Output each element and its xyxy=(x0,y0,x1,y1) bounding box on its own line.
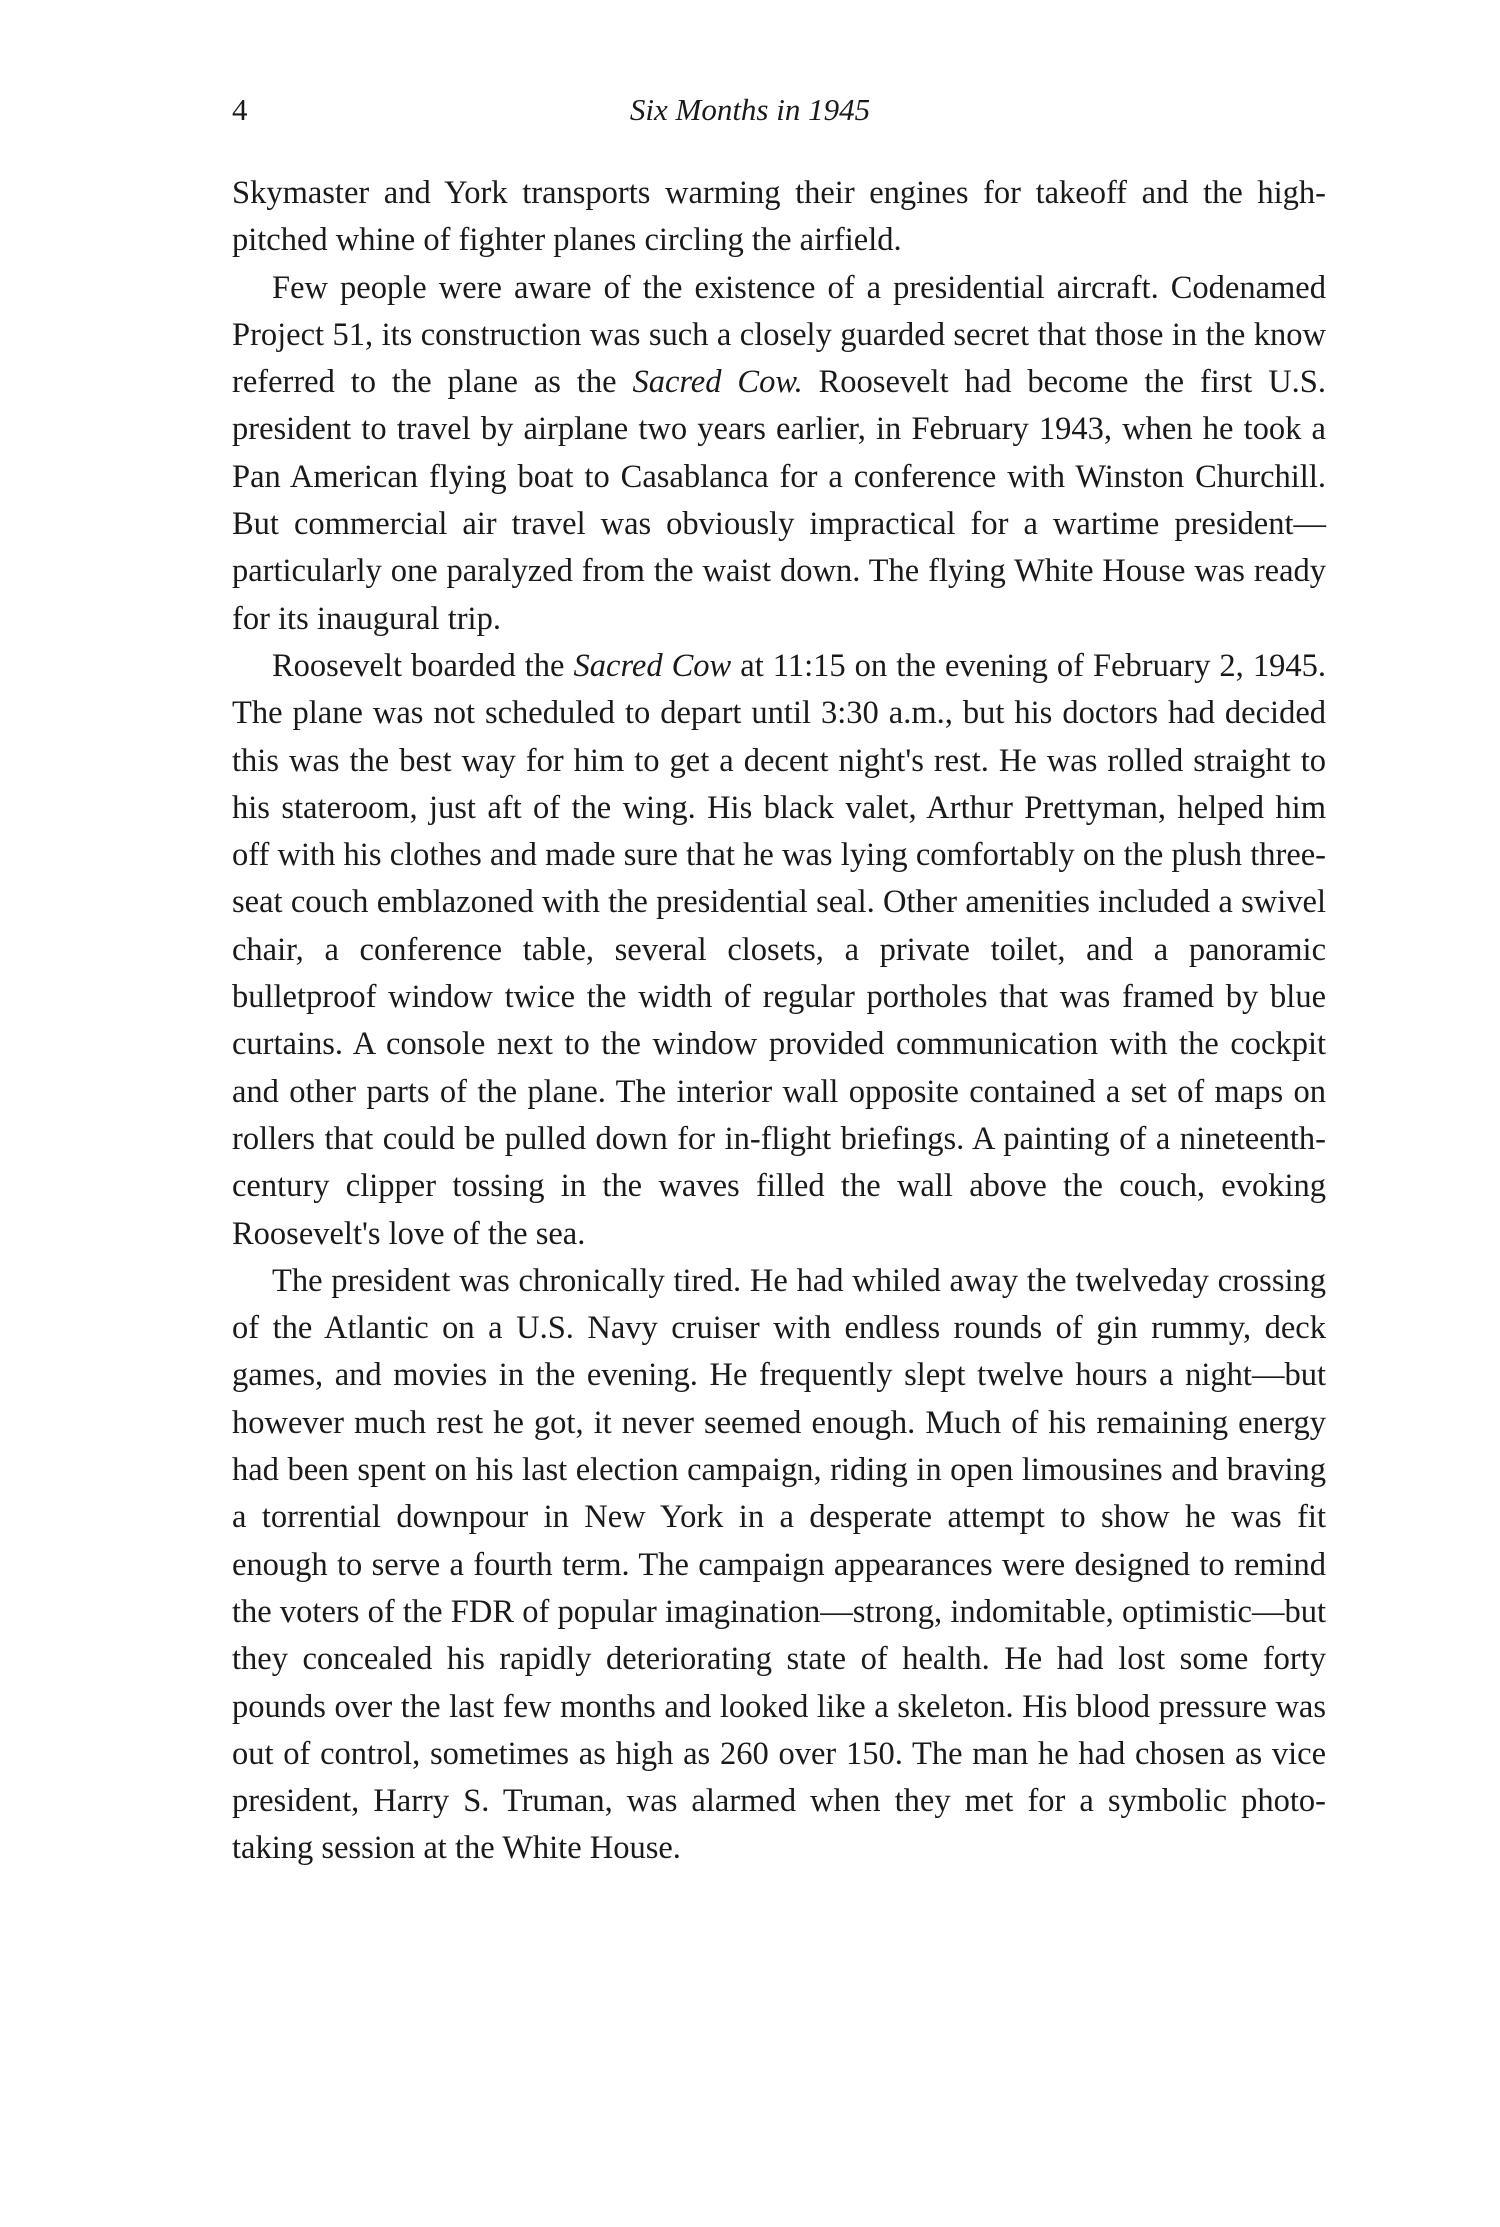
paragraph-2-text-a: Few people were aware of the existence of a presidential aircraft. Codenamed Project 51, its construction was such a closely guarded secret that those in the know referred to the plane as the xyxy=(232,269,1326,401)
paragraph-3-text-a: Roosevelt boarded the xyxy=(272,647,574,684)
paragraph-4 xyxy=(232,1258,1326,1873)
paragraph-1-text: Skymaster and York transports warming their engines for takeoff and the high-pitched whine of fighter planes circling the airfield. xyxy=(232,175,1326,259)
running-title: Six Months in 1945 xyxy=(629,92,871,127)
paragraph-2 xyxy=(232,265,1326,643)
page-number: 4 xyxy=(232,92,248,127)
paragraph-2-italic-title: Sacred Cow. xyxy=(632,364,803,401)
body-text xyxy=(232,170,1326,1873)
paragraph-3-text-b: at 11:15 on the evening of February 2, 1945. The plane was not scheduled to depart until 3:30 a.m., but his doctors had decided this was the best way for him to get a decent night's rest. He was rolled straight to his stateroom, just aft of the wing. His black valet, Arthur Prettyman, helped him off with his clothes and made sure that he was lying comfortably on the plush three-seat couch emblazoned with the presidential seal. Other amenities included a swivel chair, a conference table, several closets, a private toilet, and a panoramic bulletproof window twice the width of regular portholes that was framed by blue curtains. A console next to the window provided communication with the cockpit and other parts of the plane. The interior wall opposite contained a set of maps on rollers that could be pulled down for in-flight briefings. A painting of a nineteenth-century clipper tossing in the waves filled the wall above the couch, evoking Roosevelt's love of the sea. xyxy=(232,647,1326,1252)
paragraph-4-text: The president was chronically tired. He had whiled away the twelveday crossing of the Atlantic on a U.S. Navy cruiser with endless rounds of gin rummy, deck games, and movies in the evening. He frequently slept twelve hours a night—but however much rest he got, it never seemed enough. Much of his remaining energy had been spent on his last election campaign, riding in open limousines and braving a torrential downpour in New York in a desperate attempt to show he was fit enough to serve a fourth term. The campaign appearances were designed to remind the voters of the FDR of popular imagination—strong, indomitable, optimistic—but they concealed his rapidly deteriorating state of health. He had lost some forty pounds over the last few months and looked like a skeleton. His blood pressure was out of control, sometimes as high as 260 over 150. The man he had chosen as vice president, Harry S. Truman, was alarmed when they met for a symbolic photo-taking session at the White House. xyxy=(232,1262,1326,1867)
paragraph-1 xyxy=(232,170,1326,265)
paragraph-3 xyxy=(232,643,1326,1258)
paragraph-3-italic-title: Sacred Cow xyxy=(573,647,732,684)
paragraph-2-text-b: Roosevelt had become the first U.S. president to travel by airplane two years earlier, in February 1943, when he took a Pan American flying boat to Casablanca for a conference with Winston Churchill. But commercial air travel was obviously impractical for a wartime president—particularly one paralyzed from the waist down. The flying White House was ready for its inaugural trip. xyxy=(232,364,1327,637)
